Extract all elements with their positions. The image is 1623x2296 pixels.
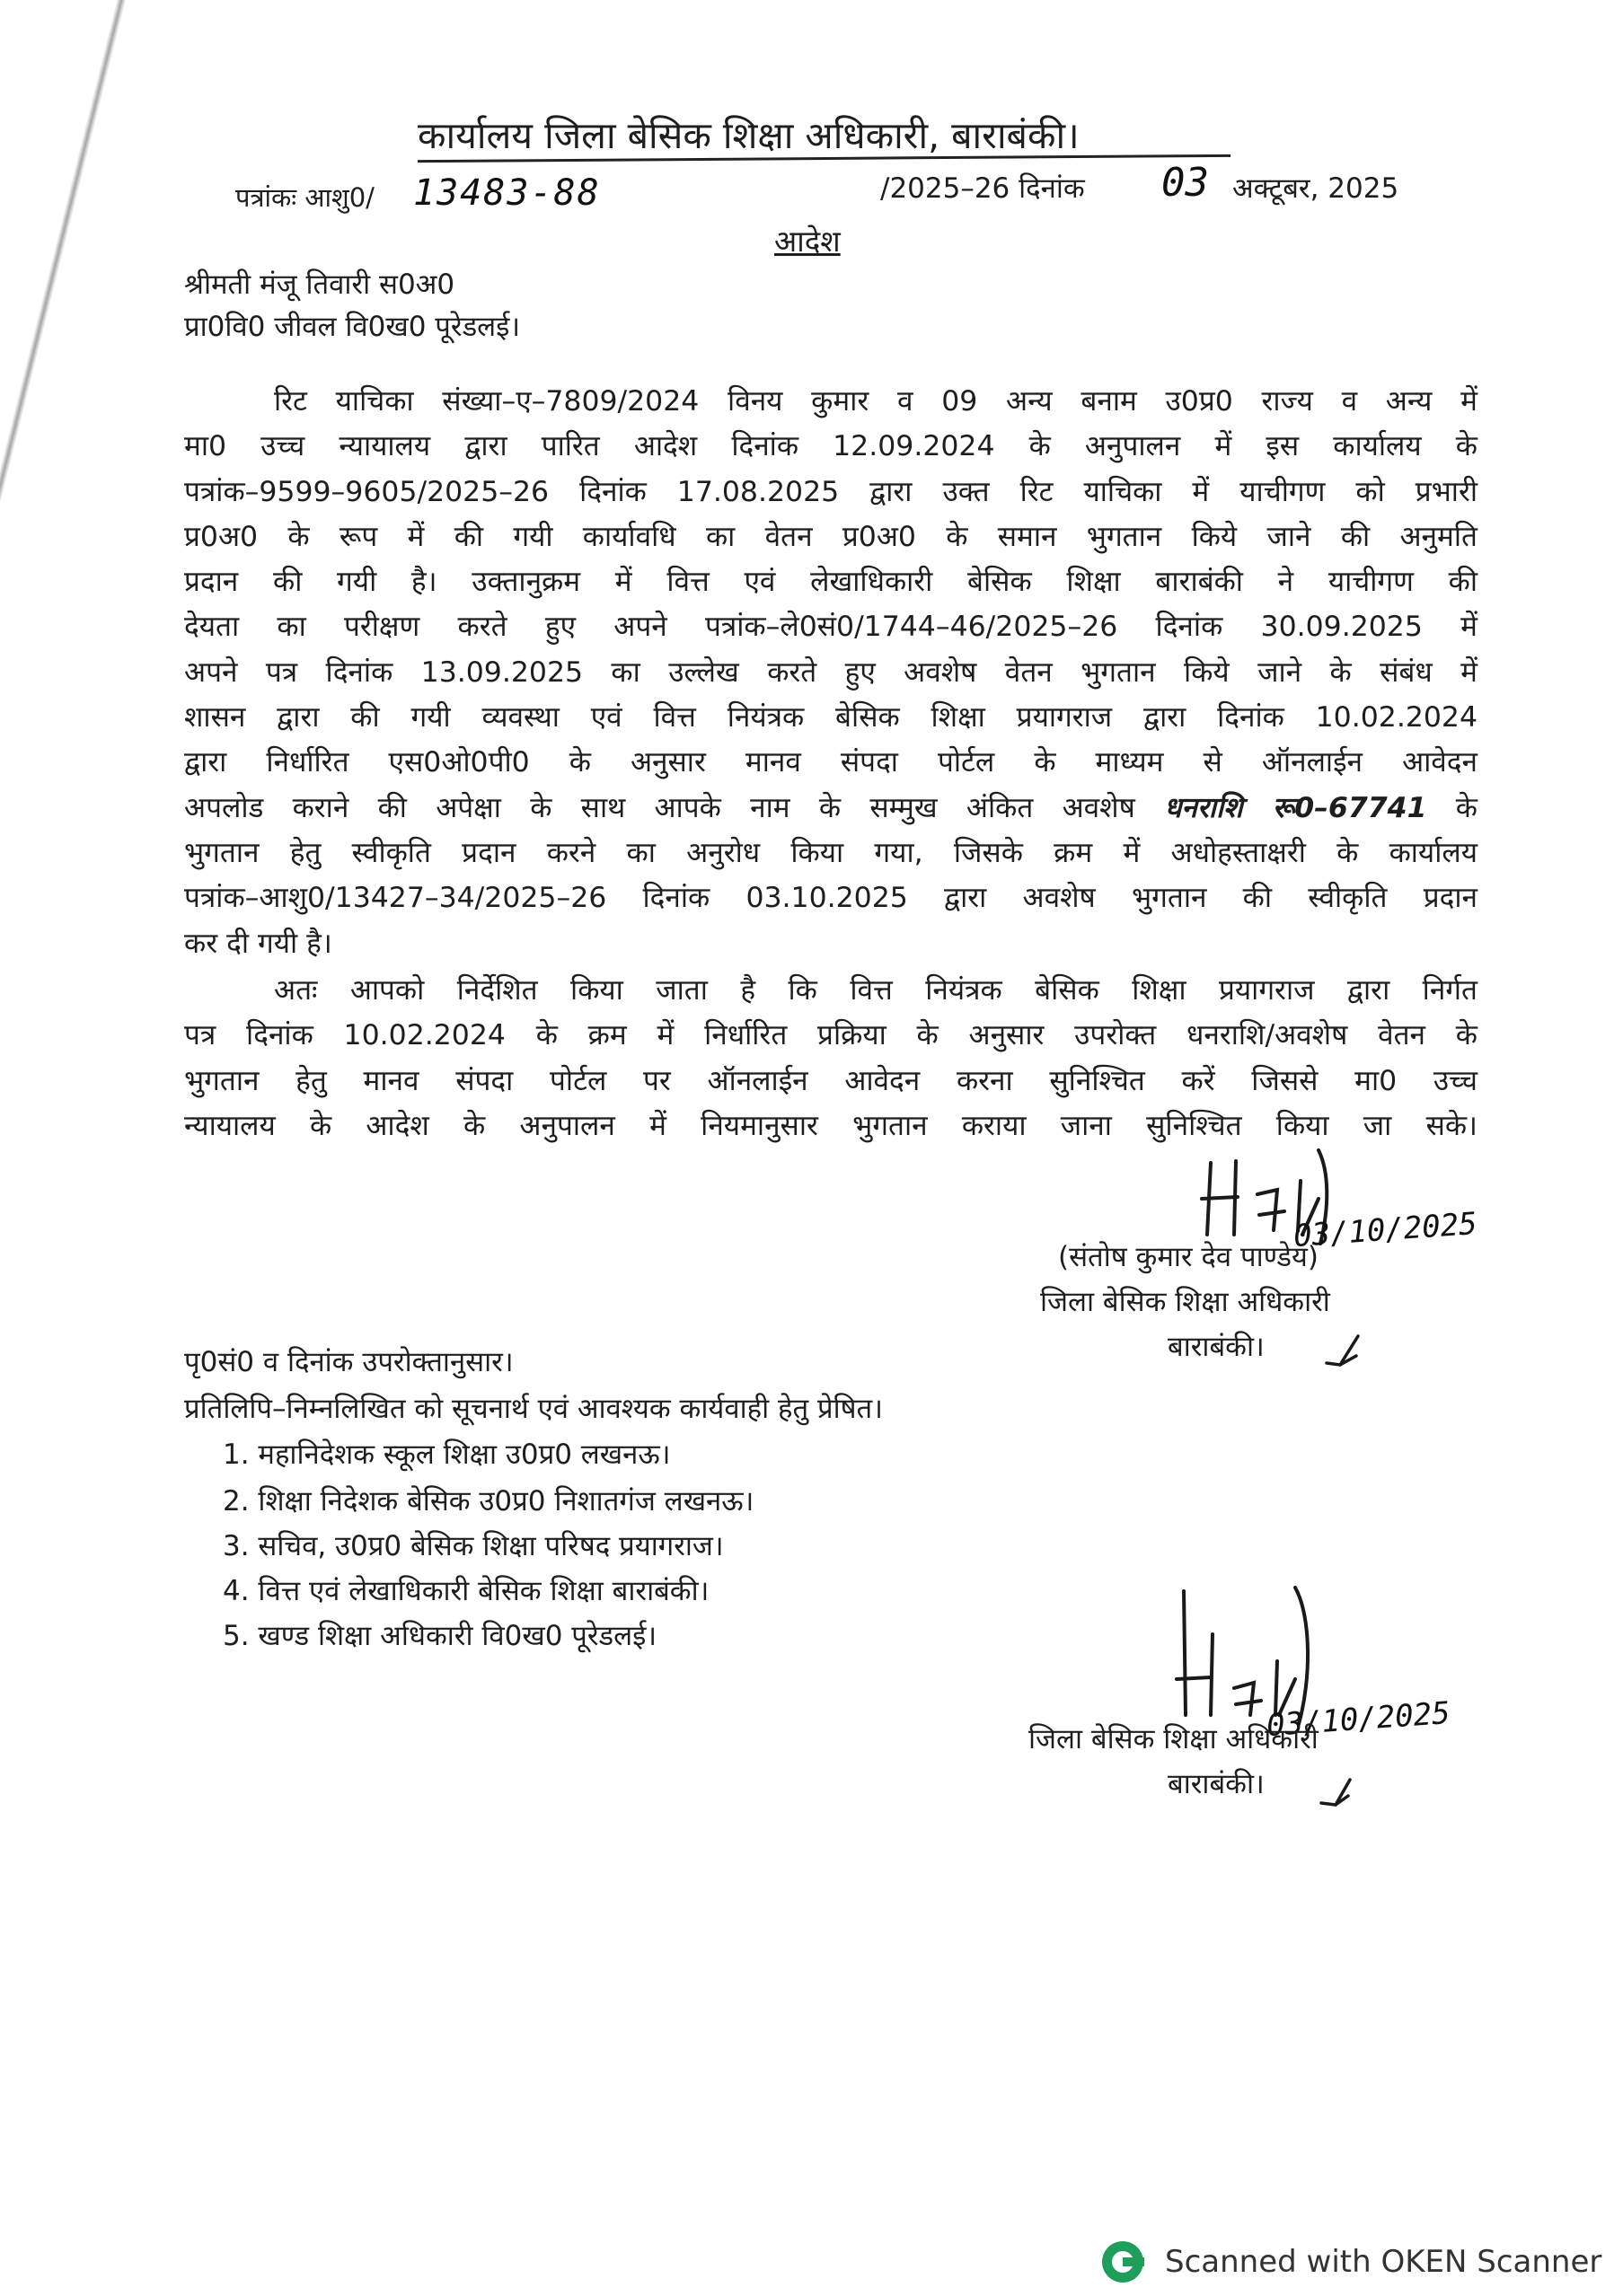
paragraph-2-line: अतः आपको निर्देशित किया जाता है कि वित्त नियंत्रक बेसिक शिक्षा प्रयागराज द्वारा निर्गत	[274, 974, 1477, 1007]
copy-recipient: 3. सचिव, उ0प्र0 बेसिक शिक्षा परिषद प्रयागराज।	[223, 1530, 724, 1562]
paragraph-1-line: कर दी गयी है।	[184, 927, 332, 960]
paragraph-1-line: देयता का परीक्षण करते हुए अपने पत्रांक–ले0सं0/1744–46/2025–26 दिनांक 30.09.2025 में	[184, 611, 1477, 644]
reference-prefix: पत्रांकः आशु0/	[235, 182, 375, 213]
signature-2-date: 03/10/2025	[1265, 1694, 1451, 1745]
paragraph-1-line: रिट याचिका संख्या–ए–7809/2024 विनय कुमार व 09 अन्य बनाम उ0प्र0 राज्य व अन्य में	[274, 385, 1477, 418]
office-title: कार्यालय जिला बेसिक शिक्षा अधिकारी, बाराबंकी।	[418, 114, 1080, 157]
copy-intro: प्रतिलिपि–निम्नलिखित को सूचनार्थ एवं आवश्यक कार्यवाही हेतु प्रेषित।	[184, 1393, 883, 1425]
signature-1-date: 03/10/2025	[1292, 1205, 1478, 1255]
paragraph-1-line: भुगतान हेतु स्वीकृति प्रदान करने का अनुरोध किया गया, जिसके क्रम में अधोहस्ताक्षरी के कार्यालय	[184, 836, 1477, 869]
paragraph-1-line: प्र0अ0 के रूप में की गयी कार्यावधि का वेतन प्र0अ0 के समान भुगतान किये जाने की अनुमति	[184, 520, 1477, 553]
reference-year-date: /2025–26 दिनांक	[880, 172, 1085, 205]
balance-amount: धनराशि रू0–67741	[1164, 791, 1427, 824]
page-edge-shadow	[0, 0, 135, 629]
paragraph-1	[184, 379, 1477, 966]
paragraph-1-line: द्वारा निर्धारित एस0ओ0पी0 के अनुसार मानव संपदा पोर्टल के माध्यम से ऑनलाईन आवेदन	[184, 746, 1477, 779]
paragraph-1-line: अपने पत्र दिनांक 13.09.2025 का उल्लेख करते हुए अवशेष वेतन भुगतान किये जाने के संबंध में	[184, 655, 1477, 689]
reference-month-year: अक्टूबर, 2025	[1232, 172, 1399, 205]
initial-mark-2	[1316, 1771, 1361, 1816]
copy-recipient: 2. शिक्षा निदेशक बेसिक उ0प्र0 निशातगंज लखनऊ।	[223, 1485, 754, 1517]
paragraph-1-line: शासन द्वारा की गयी व्यवस्था एवं वित्त नियंत्रक बेसिक शिक्षा प्रयागराज द्वारा दिनांक 10.02.2024	[184, 701, 1477, 735]
copy-recipient: 4. वित्त एवं लेखाधिकारी बेसिक शिक्षा बाराबंकी।	[223, 1575, 710, 1607]
copy-recipient: 1. महानिदेशक स्कूल शिक्षा उ0प्र0 लखनऊ।	[223, 1438, 671, 1471]
reference-day-handwritten: 03	[1161, 160, 1209, 206]
copy-recipient: 5. खण्ड शिक्षा अधिकारी वि0ख0 पूरेडलई।	[223, 1620, 657, 1652]
signatory-designation: जिला बेसिक शिक्षा अधिकारी	[1040, 1286, 1330, 1318]
addressee-school: प्रा0वि0 जीवल वि0ख0 पूरेडलई।	[184, 311, 521, 343]
scanner-label: Scanned with OKEN Scanner	[1165, 2244, 1602, 2280]
signatory-name: (संतोष कुमार देव पाण्डेय)	[1058, 1241, 1319, 1273]
paragraph-2-line: भुगतान हेतु मानव संपदा पोर्टल पर ऑनलाईन आवेदन करना सुनिश्चित करें जिससे मा0 उच्च	[184, 1064, 1477, 1097]
paragraph-2	[184, 968, 1477, 1148]
scanner-footer	[1100, 2239, 1601, 2284]
paragraph-2-line: न्यायालय के आदेश के अनुपालन में नियमानुसार भुगतान कराया जाना सुनिश्चित किया जा सके।	[184, 1109, 1477, 1142]
paragraph-1-line: मा0 उच्च न्यायालय द्वारा पारित आदेश दिनांक 12.09.2024 के अनुपालन में इस कार्यालय के	[184, 430, 1477, 463]
signatory-place: बाराबंकी।	[1168, 1331, 1265, 1363]
amount-line-text: अपलोड कराने की अपेक्षा के साथ आपके नाम के सम्मुख अंकित अवशेष	[184, 791, 1135, 824]
oken-scanner-icon	[1100, 2239, 1145, 2284]
addressee-name: श्रीमती मंजू तिवारी स0अ0	[184, 268, 455, 301]
signatory-2-place: बाराबंकी।	[1168, 1768, 1265, 1800]
initial-mark-1	[1322, 1329, 1367, 1374]
paragraph-1-line: पत्रांक–आशु0/13427–34/2025–26 दिनांक 03.10.2025 द्वारा अवशेष भुगतान की स्वीकृति प्रदान	[184, 882, 1477, 915]
reference-number-handwritten: 13483-88	[413, 172, 601, 214]
order-heading: आदेश	[774, 224, 841, 259]
paragraph-1-line: प्रदान की गयी है। उक्तानुक्रम में वित्त एवं लेखाधिकारी बेसिक शिक्षा बाराबंकी ने याचीगण की	[184, 566, 1477, 599]
amount-line-suffix: के	[1455, 791, 1477, 824]
paragraph-1-line-amount	[184, 786, 1477, 831]
paragraph-2-line: पत्र दिनांक 10.02.2024 के क्रम में निर्धारित प्रक्रिया के अनुसार उपरोक्त धनराशि/अवशेष वेतन के	[184, 1019, 1477, 1052]
copy-reference: पृ0सं0 व दिनांक उपरोक्तानुसार।	[184, 1346, 514, 1378]
signatory-2-designation: जिला बेसिक शिक्षा अधिकारी	[1028, 1723, 1319, 1755]
paragraph-1-line: पत्रांक–9599–9605/2025–26 दिनांक 17.08.2025 द्वारा उक्त रिट याचिका में याचीगण को प्रभारी	[184, 475, 1477, 508]
